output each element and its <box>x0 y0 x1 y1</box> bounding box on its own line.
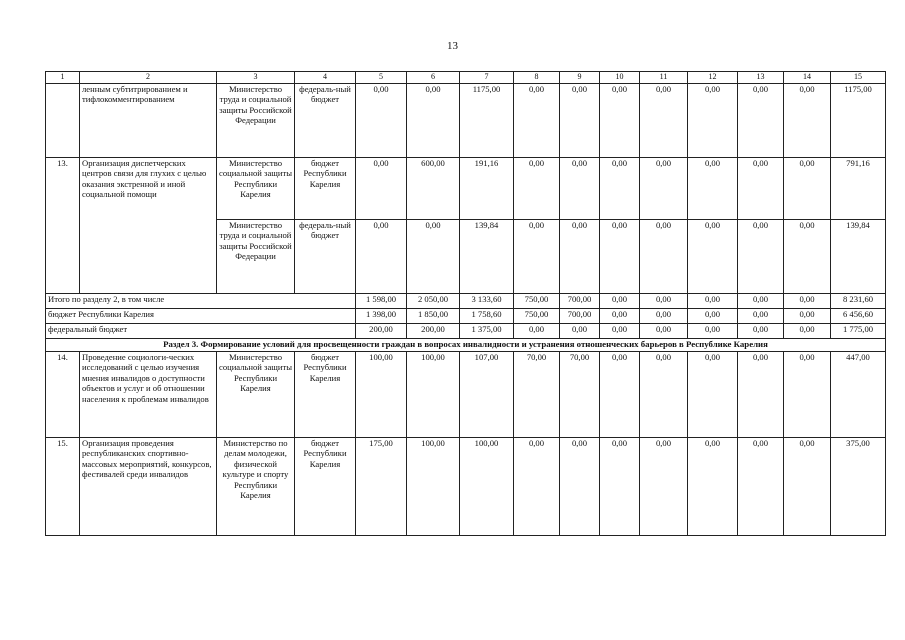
value-cell: 0,00 <box>784 438 831 536</box>
value-cell: 0,00 <box>738 324 784 339</box>
value-cell: 0,00 <box>356 220 407 294</box>
value-cell: 700,00 <box>560 309 600 324</box>
value-cell: 0,00 <box>640 352 688 438</box>
page-number: 13 <box>447 40 458 52</box>
header-cell: 7 <box>460 72 514 84</box>
value-cell: 2 050,00 <box>407 294 460 309</box>
value-cell: 0,00 <box>738 438 784 536</box>
value-cell: 447,00 <box>831 352 886 438</box>
value-cell: 0,00 <box>640 220 688 294</box>
value-cell: 70,00 <box>514 352 560 438</box>
header-cell: 3 <box>217 72 295 84</box>
value-cell: 0,00 <box>514 324 560 339</box>
value-cell: 100,00 <box>460 438 514 536</box>
header-cell: 8 <box>514 72 560 84</box>
value-cell: 0,00 <box>640 309 688 324</box>
value-cell: 0,00 <box>688 309 738 324</box>
row-number: 15. <box>46 438 80 536</box>
value-cell: 0,00 <box>600 158 640 220</box>
value-cell: 600,00 <box>407 158 460 220</box>
value-cell: 1175,00 <box>460 84 514 158</box>
value-cell: 0,00 <box>560 438 600 536</box>
value-cell: 0,00 <box>600 438 640 536</box>
value-cell: 100,00 <box>407 438 460 536</box>
value-cell: 0,00 <box>640 294 688 309</box>
value-cell: 0,00 <box>688 220 738 294</box>
value-cell: 70,00 <box>560 352 600 438</box>
value-cell: 0,00 <box>784 352 831 438</box>
value-cell: 0,00 <box>600 309 640 324</box>
total-row <box>46 309 886 324</box>
header-cell: 5 <box>356 72 407 84</box>
value-cell: 100,00 <box>356 352 407 438</box>
value-cell: 1 398,00 <box>356 309 407 324</box>
executor: Министерство социальной защиты Республики Карелия <box>217 158 295 220</box>
header-cell: 4 <box>295 72 356 84</box>
header-cell: 2 <box>80 72 217 84</box>
table-row <box>46 158 886 220</box>
value-cell: 175,00 <box>356 438 407 536</box>
value-cell: 0,00 <box>640 324 688 339</box>
value-cell: 1 758,60 <box>460 309 514 324</box>
value-cell: 750,00 <box>514 294 560 309</box>
total-label: федеральный бюджет <box>46 324 356 339</box>
value-cell: 1 598,00 <box>356 294 407 309</box>
value-cell: 0,00 <box>688 324 738 339</box>
value-cell: 0,00 <box>738 294 784 309</box>
value-cell: 0,00 <box>640 84 688 158</box>
measure-name: Организация диспетчерских центров связи для глухих с целью оказания экстренной и иной социальной помощи <box>80 158 217 294</box>
value-cell: 0,00 <box>738 84 784 158</box>
value-cell: 0,00 <box>738 309 784 324</box>
value-cell: 1175,00 <box>831 84 886 158</box>
row-number <box>46 84 80 158</box>
section-heading-row <box>46 339 886 352</box>
funding-source: бюджет Республики Карелия <box>295 352 356 438</box>
value-cell: 0,00 <box>738 352 784 438</box>
value-cell: 0,00 <box>738 158 784 220</box>
section-title: Раздел 3. Формирование условий для просвещенности граждан в вопросах инвалидности и устранения отношенческих барьеров в Республике Карелия <box>46 339 886 352</box>
value-cell: 0,00 <box>600 84 640 158</box>
funding-source: федераль-ный бюджет <box>295 84 356 158</box>
value-cell: 200,00 <box>356 324 407 339</box>
header-cell: 13 <box>738 72 784 84</box>
value-cell: 0,00 <box>407 84 460 158</box>
measure-name: Проведение социологи-ческих исследований с целью изучения мнения инвалидов о доступности объектов и услуг и об отношении населения к проблемам инвалидов <box>80 352 217 438</box>
value-cell: 139,84 <box>460 220 514 294</box>
value-cell: 200,00 <box>407 324 460 339</box>
value-cell: 0,00 <box>356 158 407 220</box>
row-number: 14. <box>46 352 80 438</box>
value-cell: 750,00 <box>514 309 560 324</box>
header-cell: 15 <box>831 72 886 84</box>
column-number-row <box>46 72 886 84</box>
executor: Министерство по делам молодежи, физической культуре и спорту Республики Карелия <box>217 438 295 536</box>
table-row <box>46 84 886 158</box>
value-cell: 0,00 <box>688 438 738 536</box>
header-cell: 1 <box>46 72 80 84</box>
table-row <box>46 438 886 536</box>
executor: Министерство социальной защиты Республики Карелия <box>217 352 295 438</box>
value-cell: 0,00 <box>688 158 738 220</box>
value-cell: 0,00 <box>356 84 407 158</box>
value-cell: 1 375,00 <box>460 324 514 339</box>
value-cell: 0,00 <box>514 158 560 220</box>
value-cell: 0,00 <box>640 438 688 536</box>
funding-source: бюджет Республики Карелия <box>295 438 356 536</box>
total-label: бюджет Республики Карелия <box>46 309 356 324</box>
value-cell: 0,00 <box>738 220 784 294</box>
value-cell: 100,00 <box>407 352 460 438</box>
value-cell: 0,00 <box>640 158 688 220</box>
row-number: 13. <box>46 158 80 294</box>
header-cell: 14 <box>784 72 831 84</box>
value-cell: 3 133,60 <box>460 294 514 309</box>
value-cell: 6 456,60 <box>831 309 886 324</box>
total-label: Итого по разделу 2, в том числе <box>46 294 356 309</box>
measure-name: ленным субтитрированием и тифлокомментированием <box>80 84 217 158</box>
executor: Министерство труда и социальной защиты Российской Федерации <box>217 84 295 158</box>
funding-source: федераль-ный бюджет <box>295 220 356 294</box>
header-cell: 6 <box>407 72 460 84</box>
measure-name: Организация проведения республиканских спортивно-массовых мероприятий, конкурсов, фестивалей среди инвалидов <box>80 438 217 536</box>
value-cell: 0,00 <box>560 84 600 158</box>
value-cell: 0,00 <box>600 294 640 309</box>
value-cell: 0,00 <box>784 220 831 294</box>
value-cell: 1 850,00 <box>407 309 460 324</box>
value-cell: 0,00 <box>600 220 640 294</box>
value-cell: 0,00 <box>514 438 560 536</box>
value-cell: 191,16 <box>460 158 514 220</box>
value-cell: 8 231,60 <box>831 294 886 309</box>
value-cell: 0,00 <box>784 294 831 309</box>
value-cell: 0,00 <box>514 84 560 158</box>
value-cell: 791,16 <box>831 158 886 220</box>
total-row <box>46 294 886 309</box>
value-cell: 139,84 <box>831 220 886 294</box>
header-cell: 10 <box>600 72 640 84</box>
value-cell: 0,00 <box>560 324 600 339</box>
value-cell: 0,00 <box>560 220 600 294</box>
value-cell: 0,00 <box>784 324 831 339</box>
value-cell: 0,00 <box>688 294 738 309</box>
header-cell: 12 <box>688 72 738 84</box>
value-cell: 0,00 <box>600 324 640 339</box>
value-cell: 375,00 <box>831 438 886 536</box>
value-cell: 0,00 <box>688 84 738 158</box>
value-cell: 0,00 <box>784 158 831 220</box>
value-cell: 0,00 <box>514 220 560 294</box>
executor: Министерство труда и социальной защиты Российской Федерации <box>217 220 295 294</box>
value-cell: 0,00 <box>688 352 738 438</box>
total-row <box>46 324 886 339</box>
value-cell: 0,00 <box>784 84 831 158</box>
value-cell: 0,00 <box>560 158 600 220</box>
header-cell: 9 <box>560 72 600 84</box>
value-cell: 0,00 <box>600 352 640 438</box>
funding-source: бюджет Республики Карелия <box>295 158 356 220</box>
program-table <box>45 71 886 536</box>
header-cell: 11 <box>640 72 688 84</box>
value-cell: 107,00 <box>460 352 514 438</box>
table-row <box>46 352 886 438</box>
value-cell: 700,00 <box>560 294 600 309</box>
value-cell: 0,00 <box>407 220 460 294</box>
value-cell: 0,00 <box>784 309 831 324</box>
value-cell: 1 775,00 <box>831 324 886 339</box>
